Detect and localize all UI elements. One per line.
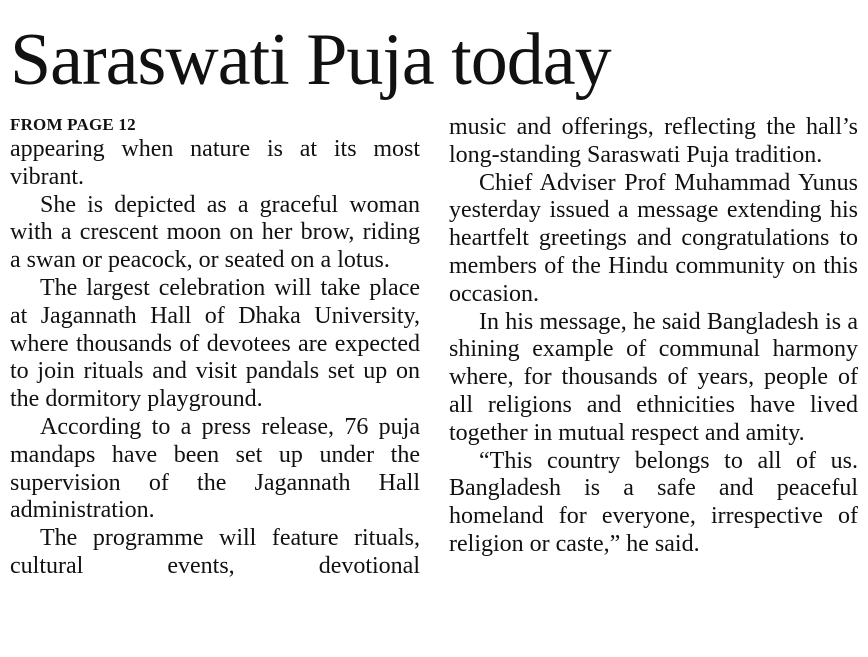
article-paragraph: According to a press release, 76 puja mandaps have been set up under the supervision of the Jagannath Hall administration. xyxy=(10,413,420,524)
article-paragraph: The programme will feature rituals, cultural events, devotional xyxy=(10,525,420,579)
article-paragraph: “This country belongs to all of us. Bangladesh is a safe and peaceful homeland for everyone, irrespective of religion or caste,” he said. xyxy=(449,447,858,557)
article-paragraph: In his message, he said Bangladesh is a shining example of communal harmony where, for thousands of years, people of all religions and ethnicities have lived together in mutual respect and amity. xyxy=(449,308,858,446)
article-paragraph: Chief Adviser Prof Muhammad Yunus yesterday issued a message extending his heartfelt greetings and congratulations to members of the Hindu community on this occasion. xyxy=(449,169,858,307)
article-column-right xyxy=(449,114,858,559)
continuation-kicker: FROM PAGE 12 xyxy=(10,115,136,134)
article-paragraph: music and offerings, reflecting the hall’s long-standing Saraswati Puja tradition. xyxy=(449,114,858,168)
article-paragraph: appearing when nature is at its most vibrant. xyxy=(10,136,420,190)
article-paragraph: She is depicted as a graceful woman with a crescent moon on her brow, riding a swan or peacock, or seated on a lotus. xyxy=(10,191,420,274)
article-headline: Saraswati Puja today xyxy=(10,19,611,101)
article-paragraph: The largest celebration will take place at Jagannath Hall of Dhaka University, where thousands of devotees are expected to join rituals and visit pandals set up on the dormitory playground. xyxy=(10,274,420,413)
article-column-left xyxy=(10,114,420,581)
